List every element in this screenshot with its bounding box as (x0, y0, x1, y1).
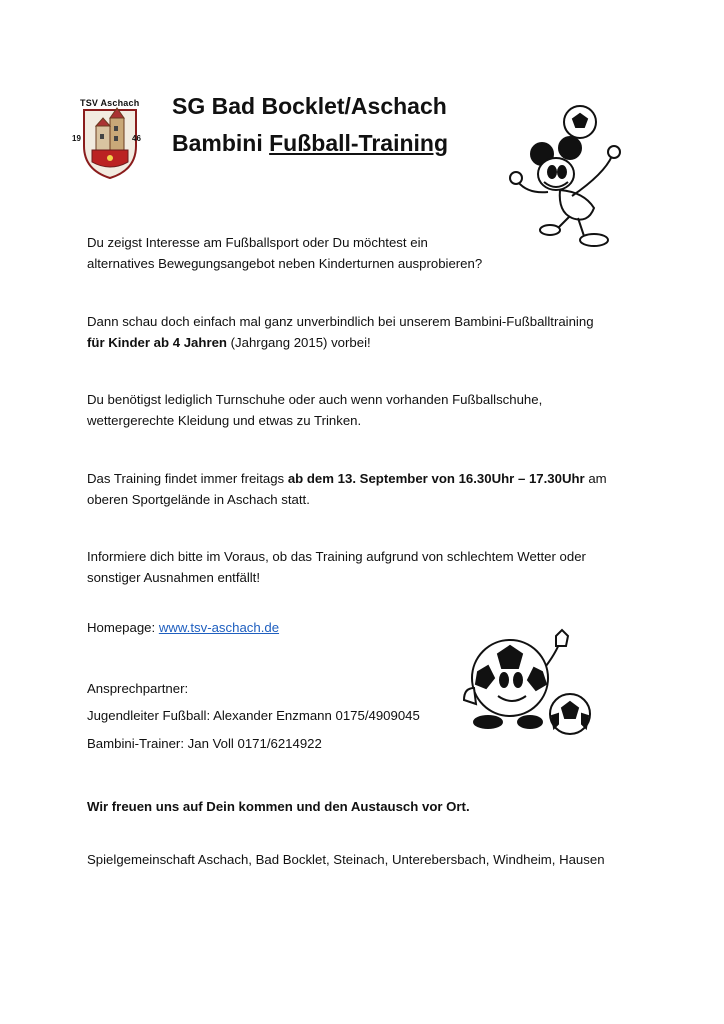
equipment-paragraph (87, 389, 542, 431)
title-underlined: Fußball-Training (269, 130, 449, 156)
text-line: Dann schau doch einfach mal ganz unverbindlich bei unserem Bambini-Fußballtraining (87, 314, 594, 329)
contact-youth-leader: Jugendleiter Fußball: Alexander Enzmann 0175/4909045 (87, 708, 420, 723)
invitation-paragraph (87, 311, 594, 353)
contact-bambini-trainer: Bambini-Trainer: Jan Voll 0171/6214922 (87, 736, 322, 751)
logo-year-left: 19 (72, 134, 81, 143)
age-highlight: für Kinder ab 4 Jahren (87, 335, 227, 350)
homepage-link[interactable]: www.tsv-aschach.de (158, 620, 280, 635)
page-title-line2 (172, 130, 448, 157)
text-line: Du benötigst lediglich Turnschuhe oder auch wenn vorhanden Fußballschuhe, (87, 392, 543, 407)
mickey-soccer-icon (508, 96, 640, 248)
intro-paragraph (87, 232, 482, 274)
soccer-ball-character-icon (458, 626, 598, 744)
closing-line: Wir freuen uns auf Dein kommen und den Austausch vor Ort. (87, 799, 470, 814)
logo-year-right: 46 (132, 134, 141, 143)
contact-heading: Ansprechpartner: (87, 681, 189, 696)
title-prefix: Bambini (172, 130, 270, 156)
weather-paragraph (87, 546, 586, 588)
text-fragment: Das Training findet immer freitags (87, 471, 288, 486)
text-line: alternatives Bewegungsangebot neben Kinderturnen ausprobieren? (87, 256, 483, 271)
text-line: wettergerechte Kleidung und etwas zu Trinken. (87, 413, 362, 428)
footer-line: Spielgemeinschaft Aschach, Bad Bocklet, Steinach, Unterebersbach, Windheim, Hausen (87, 852, 605, 867)
club-crest-icon (66, 96, 152, 180)
text-fragment: (Jahrgang 2015) vorbei! (226, 335, 371, 350)
homepage-label: Homepage: (87, 620, 159, 635)
homepage-line (87, 617, 279, 638)
logo-text: TSV Aschach (80, 98, 140, 108)
schedule-paragraph (87, 468, 607, 510)
text-fragment: am (584, 471, 607, 486)
text-line (87, 468, 607, 489)
page-title-line1: SG Bad Bocklet/Aschach (172, 93, 447, 119)
text-line (87, 332, 594, 353)
text-line: Informiere dich bitte im Voraus, ob das Training aufgrund von schlechtem Wetter oder (87, 549, 586, 564)
text-line: oberen Sportgelände in Aschach statt. (87, 492, 310, 507)
text-line: sonstiger Ausnahmen entfällt! (87, 570, 261, 585)
schedule-highlight: ab dem 13. September von 16.30Uhr – 17.30Uhr (287, 471, 585, 486)
text-line: Du zeigst Interesse am Fußballsport oder Du möchtest ein (87, 235, 428, 250)
